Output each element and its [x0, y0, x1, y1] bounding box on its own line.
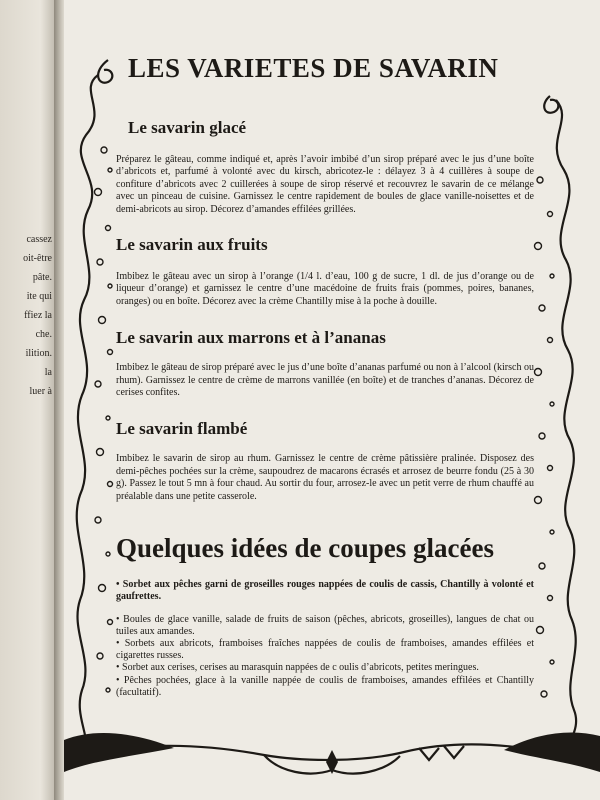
- coupe-item: • Boules de glace vanille, salade de fruits de saison (pêches, abricots, groseilles), langues de chat ou tuiles aux amandes.: [116, 613, 534, 637]
- left-fragment: la: [44, 367, 52, 378]
- section-text: Imbibez le gâteau de sirop préparé avec le jus d’une boîte d’ananas parfumé ou non à l’alcool (kirsch ou rhum). Garnissez le centre de crème de marrons vanillée (en boîte) et de tranches d’ananas. Décorez de cerises confites.: [116, 362, 534, 399]
- left-fragment: cassez: [26, 234, 52, 245]
- coupe-item: • Sorbet aux cerises, cerises au marasquin nappées de c oulis d’abricots, petites meringues.: [116, 662, 479, 674]
- section-text: Imbibez le gâteau avec un sirop à l’orange (1/4 l. d’eau, 100 g de sucre, 1 dl. de jus d’orange ou de liqueur d’orange) et garnissez le centre d’une macédoine de fruits frais (pommes, poires, bananes, oranges) ou en boîte. Décorez avec la crème Chantilly mise à la poche à douille.: [116, 271, 534, 307]
- section-heading: Le savarin aux fruits: [116, 235, 268, 255]
- left-fragment: che.: [35, 329, 52, 340]
- coupe-item: • Pêches pochées, glace à la vanille nappée de coulis de framboises, amandes effilées et Chantilly (facultatif).: [116, 674, 534, 698]
- section-heading: Le savarin aux marrons et à l’ananas: [116, 328, 386, 348]
- coupes-title: Quelques idées de coupes glacées: [116, 533, 494, 564]
- section-heading: Le savarin flambé: [116, 419, 248, 439]
- left-page-text: [0, 230, 52, 401]
- left-fragment: oit-être: [23, 253, 52, 264]
- left-fragment: ilition.: [25, 348, 52, 359]
- page-content: [116, 48, 534, 699]
- recipe-page: [64, 0, 600, 800]
- section-text: Imbibez le savarin de sirop au rhum. Garnissez le centre de crème pâtissière pralinée. Disposez des demi-pêches pochées sur la crème, saupoudrez de macarons écrasés et arrosez de beurre fondu (25 à 30 g). Passez le tout 5 mn à four chaud. Au sortir du four, arrosez-le avec un petit verre de rhum chauffé au préalable dans une petite casserole.: [116, 453, 534, 502]
- left-fragment: pâte.: [32, 272, 52, 283]
- left-facing-page: [0, 0, 58, 800]
- coupe-item: • Sorbets aux abricots, framboises fraîches nappées de coulis de framboises, amandes effilées et cigarettes russes.: [116, 637, 534, 662]
- left-fragment: ite qui: [26, 291, 52, 302]
- left-fragment: luer à: [29, 386, 52, 397]
- page-title: LES VARIETES DE SAVARIN: [128, 53, 499, 83]
- coupe-item: • Sorbet aux pêches garni de groseilles rouges nappées de coulis de cassis, Chantilly à volonté et gaufrettes.: [116, 579, 534, 603]
- section-text: Préparez le gâteau, comme indiqué et, après l’avoir imbibé d’un sirop préparé avec le jus d’une boîte d’abricots et, parfumé à volonté avec du kirsch, abricotez-le : délayez 3 à 4 cuillères à soupe de confiture d’abricots avec 2 cuillerées à soupe de sirop réservé et recouvrez le savarin de ce mélange avec un pinceau de cuisine. Garnissez le centre rapidement de boules de glace vanille-noisettes et de demi-abricots au sirop. Décorez d’amandes effilées grillées.: [116, 154, 534, 215]
- section-heading: Le savarin glacé: [128, 118, 247, 137]
- left-fragment: ffiez la: [24, 310, 52, 321]
